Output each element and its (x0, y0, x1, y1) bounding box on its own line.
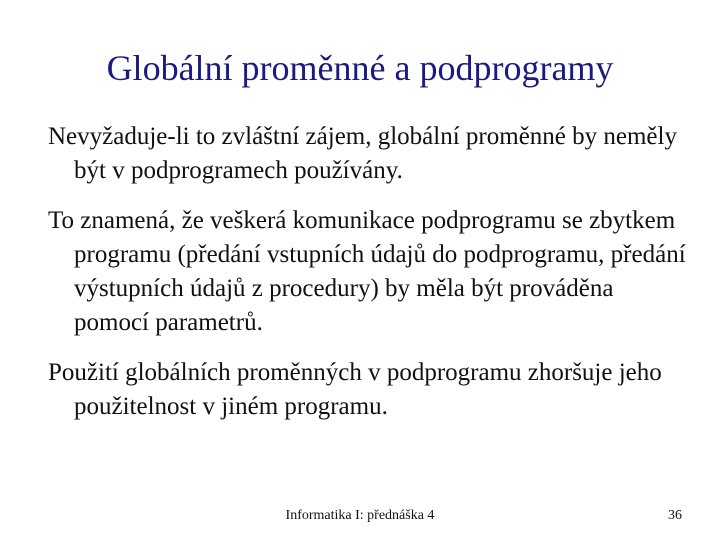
slide-title: Globální proměnné a podprogramy (106, 48, 614, 88)
body-paragraph-1: Nevyžaduje-li to zvláštní zájem, globální proměnné by neměly být v podprogramech používány. (48, 123, 677, 184)
footer-text: Informatika I: přednáška 4 (285, 508, 435, 523)
body-paragraph-2: To znamená, že veškerá komunikace podprogramu se zbytkem programu (předání vstupních údajů do podprogramu, předání výstupních údajů z procedury) by měla být prováděna pomocí parametrů. (48, 207, 686, 336)
page-number: 36 (668, 508, 682, 523)
slide-body (48, 120, 688, 424)
body-paragraph-3: Použití globálních proměnných v podprogramu zhoršuje jeho použitelnost v jiném programu. (48, 359, 662, 420)
